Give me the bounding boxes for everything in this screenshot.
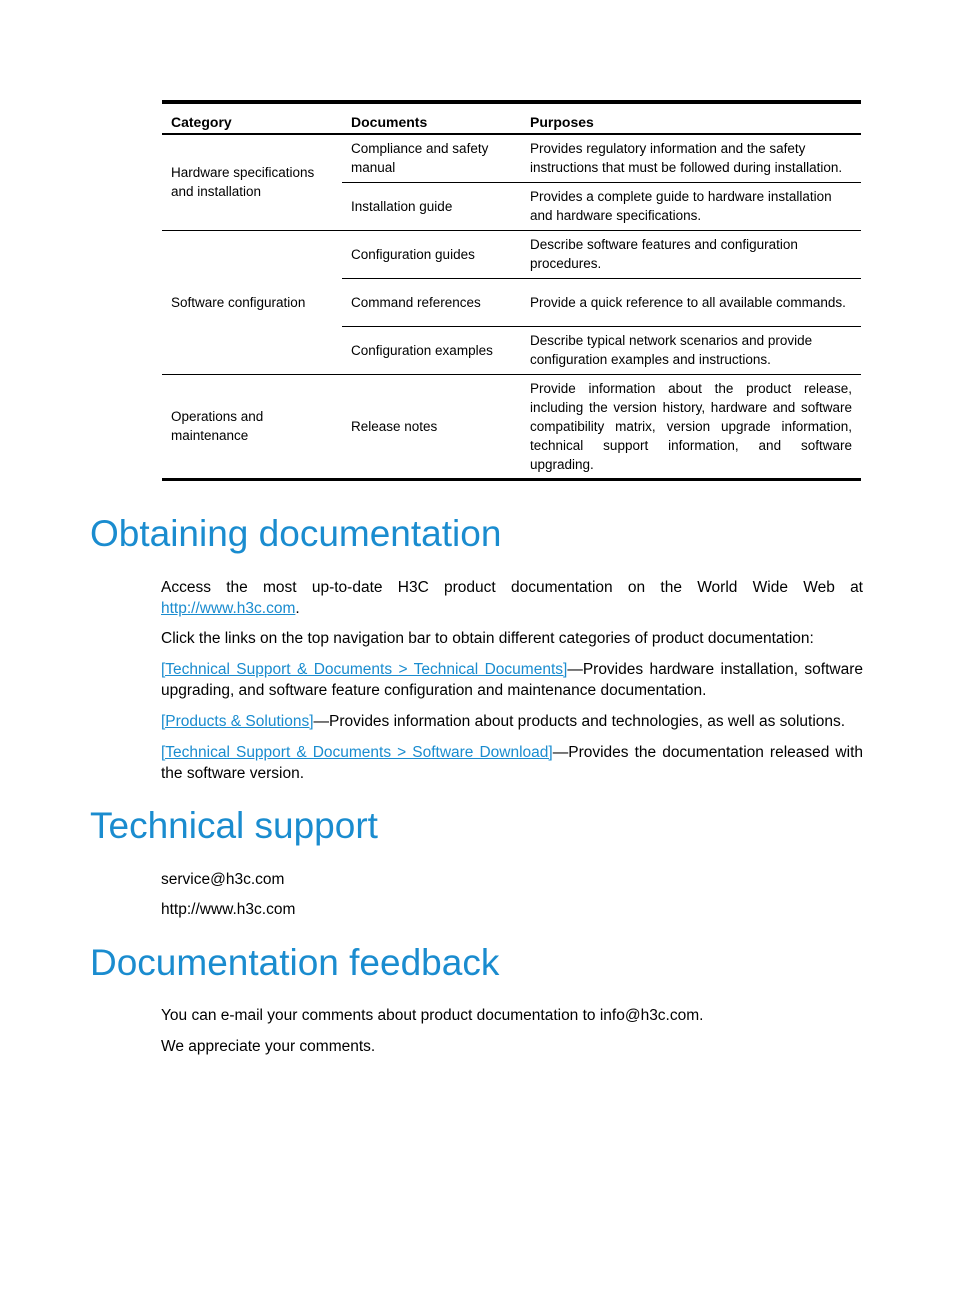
- document-cell: Configuration examples: [342, 326, 521, 374]
- header-documents: Documents: [342, 102, 521, 134]
- purpose-cell: Describe software features and configuration procedures.: [521, 230, 861, 278]
- category-cell: Software configuration: [162, 230, 342, 374]
- support-website: http://www.h3c.com: [161, 901, 296, 918]
- tech-docs-paragraph: [161, 659, 863, 701]
- document-cell: Installation guide: [342, 182, 521, 230]
- table-header-row: [162, 102, 861, 134]
- document-cell: Release notes: [351, 418, 438, 434]
- category-cell: Hardware specifications and installation: [162, 134, 342, 230]
- document-cell: Command references: [342, 278, 521, 326]
- category-cell: Operations and maintenance: [171, 409, 264, 443]
- appreciation-paragraph: We appreciate your comments.: [161, 1038, 376, 1055]
- navigation-paragraph: Click the links on the top navigation bar to obtain different categories of product documentation:: [161, 630, 814, 647]
- software-download-link[interactable]: [Technical Support & Documents > Software Download]: [161, 744, 553, 761]
- documentation-table: [162, 100, 861, 481]
- document-cell: Configuration guides: [342, 230, 521, 278]
- purpose-cell: Provide information about the product release, including the version history, hardware and software compatibility matrix, version upgrade information, technical support information, and software upgrading.: [530, 380, 852, 472]
- purpose-cell: Describe typical network scenarios and provide configuration examples and instructions.: [521, 326, 861, 374]
- obtaining-documentation-heading: Obtaining documentation: [90, 513, 502, 554]
- software-download-paragraph: [161, 742, 863, 784]
- technical-documents-desc: —Provides hardware installation, software upgrading, and software feature configuration and maintenance documentation.: [161, 661, 863, 699]
- table-row: [162, 374, 861, 479]
- documentation-feedback-heading: Documentation feedback: [90, 942, 500, 983]
- purpose-cell: Provide a quick reference to all available commands.: [521, 278, 861, 326]
- table-row: [162, 230, 861, 278]
- access-period: .: [295, 600, 300, 617]
- technical-documents-link[interactable]: [Technical Support & Documents > Technical Documents]: [161, 661, 568, 678]
- header-purposes: Purposes: [521, 102, 861, 134]
- products-paragraph: [161, 711, 863, 732]
- header-category: Category: [162, 102, 342, 134]
- purpose-cell: Provides a complete guide to hardware installation and hardware specifications.: [521, 182, 861, 230]
- technical-support-heading: Technical support: [90, 805, 378, 846]
- access-paragraph: [161, 577, 863, 619]
- software-download-desc: —Provides the documentation released with the software version.: [161, 744, 864, 782]
- support-email: service@h3c.com: [161, 871, 285, 888]
- feedback-paragraph: You can e-mail your comments about product documentation to info@h3c.com.: [161, 1007, 704, 1024]
- table-row: [162, 134, 861, 182]
- purpose-cell: Provides regulatory information and the safety instructions that must be followed during installation.: [521, 134, 861, 182]
- h3c-website-link[interactable]: http://www.h3c.com: [161, 600, 296, 617]
- access-text: Access the most up-to-date H3C product documentation on the World Wide Web at: [161, 579, 863, 596]
- document-cell: Compliance and safety manual: [342, 134, 521, 182]
- products-solutions-link[interactable]: [Products & Solutions]: [161, 713, 314, 730]
- products-solutions-desc: —Provides information about products and technologies, as well as solutions.: [313, 713, 846, 730]
